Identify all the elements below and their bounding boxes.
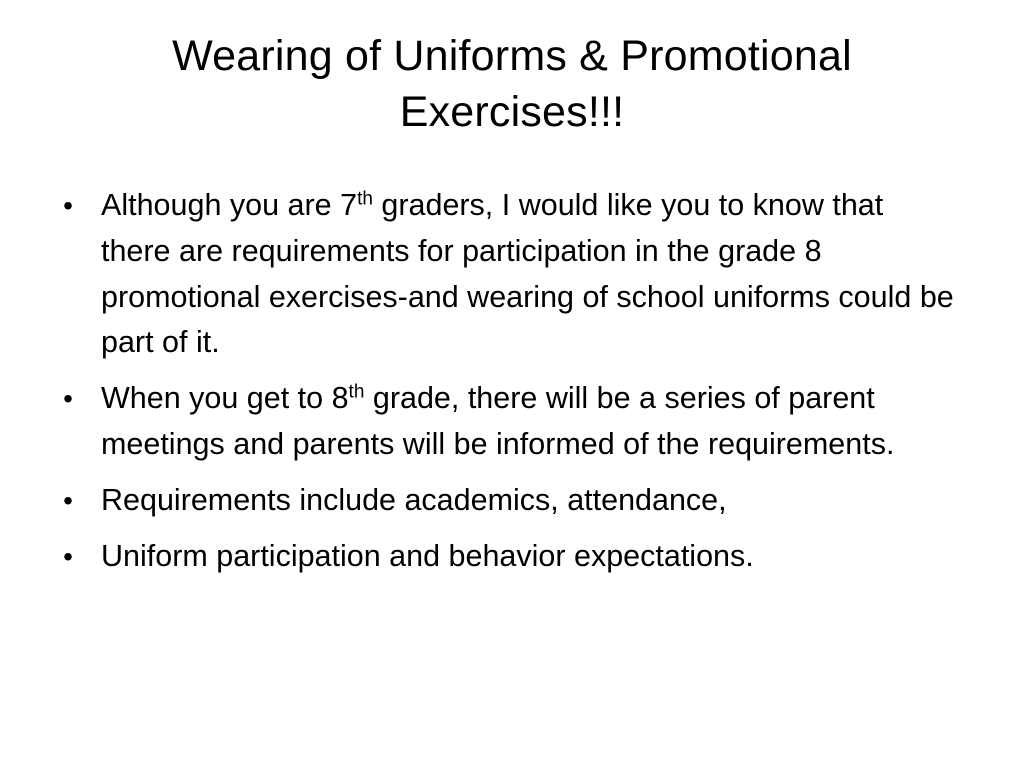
slide-title: Wearing of Uniforms & Promotional Exercises!!! (172, 32, 852, 136)
bullet-text: Requirements include academics, attendance, (101, 482, 727, 517)
bullet-text-end: grade, there will be a series of parent meetings and parents will be informed of the requirements. (101, 381, 895, 461)
bullet-text-start: Although you are 7 (101, 188, 358, 222)
ordinal-suffix: th (357, 188, 373, 210)
bullet-text: Uniform participation and behavior expectations. (101, 538, 754, 573)
ordinal-suffix: th (348, 381, 365, 403)
bullet-item-2 (58, 376, 958, 468)
bullet-dot-icon: • (63, 540, 73, 572)
bullet-text-end: graders, I would like you to know that there are requirements for participation in the grade 8 promotional exercises-and wearing of school uniforms could be part of it. (101, 188, 954, 360)
bullet-dot-icon: • (63, 484, 73, 516)
bullet-item-3 (58, 478, 958, 524)
bullet-list (58, 183, 958, 589)
bullet-dot-icon: • (63, 383, 73, 415)
bullet-dot-icon: • (63, 190, 73, 221)
bullet-item-1 (58, 183, 958, 366)
bullet-item-4 (58, 534, 958, 580)
bullet-text-start: When you get to 8 (101, 381, 349, 416)
